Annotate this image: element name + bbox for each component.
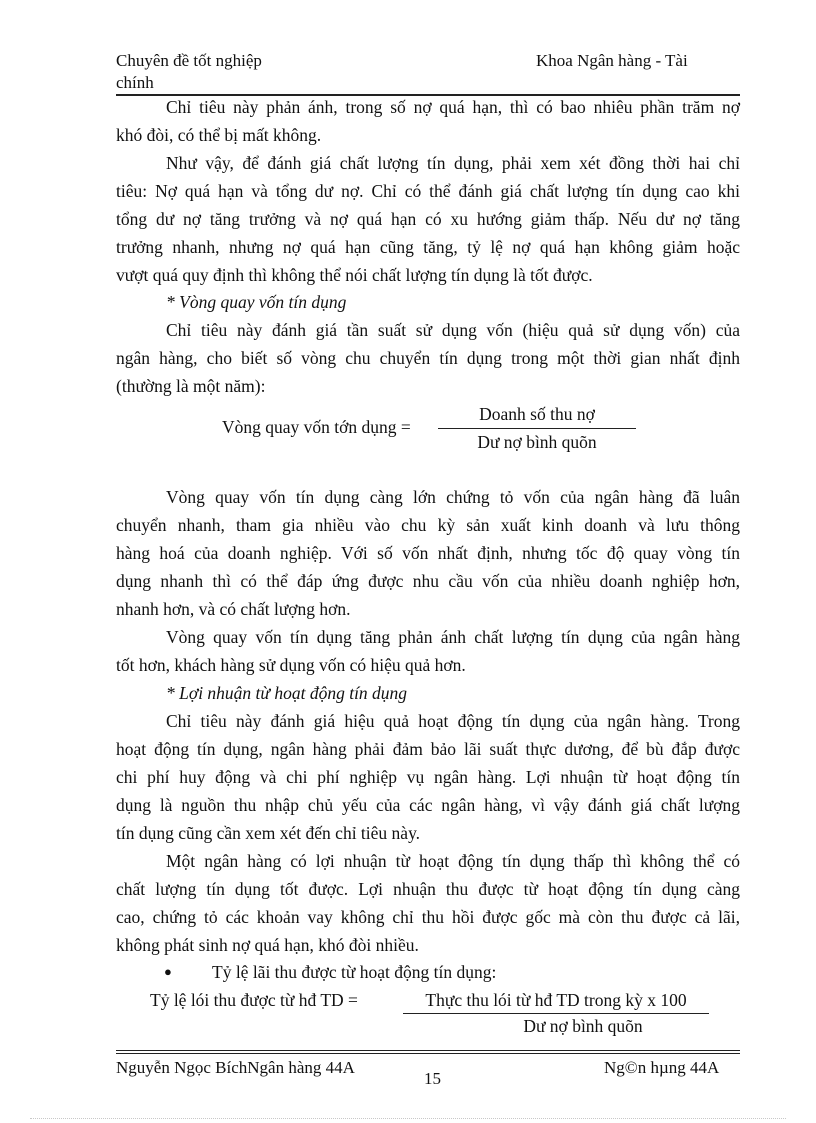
p4-line-5: nhanh hơn, và có chất lượng hơn. [116,599,351,619]
p4-line-1: Vòng quay vốn tín dụng càng lớn chứng tỏ vốn của ngân hàng đã luân [166,487,740,507]
p3-line-1: Chỉ tiêu này đánh giá tần suất sử dụng vốn (hiệu quả sử dụng vốn) của [166,320,740,340]
p5-line-2: tốt hơn, khách hàng sử dụng vốn có hiệu quả hơn. [116,655,466,675]
p7-line-2: chất lượng tín dụng tốt được. Lợi nhuận thu được từ hoạt động tín dụng càng [116,879,740,899]
p7-line-3: cao, chứng tỏ các khoản vay không chỉ thu hồi được gốc mà còn thu được cả lãi, [116,907,740,927]
heading-vong-quay: * Vòng quay vốn tín dụng [166,292,347,312]
bullet-text: Tỷ lệ lãi thu được từ hoạt động tín dụng: [212,962,497,982]
page-number: 15 [424,1069,441,1088]
page-bottom-dotted-line [30,1118,786,1119]
footer-right: Ng©n hµng 44A [604,1058,720,1077]
p2-line-2: tiêu: Nợ quá hạn và tổng dư nợ. Chỉ có thể đánh giá chất lượng tín dụng cao khi [116,181,740,201]
p3-line-3: (thường là một năm): [116,376,266,396]
p6-line-2: hoạt động tín dụng, ngân hàng phải đảm bảo lãi suất thực dương, để bù đắp được [116,739,740,759]
p2-line-3: tổng dư nợ tăng trưởng và nợ quá hạn có xu hướng giảm thấp. Nếu dư nợ tăng [116,209,740,229]
formula2-lhs: Tỷ lệ lói thu được từ hđ TD = [150,990,358,1010]
header-right: Khoa Ngân hàng - Tài [536,51,688,70]
footer-left: Nguyễn Ngọc BíchNgân hàng 44A [116,1058,355,1077]
formula2-numerator: Thực thu lói từ hđ TD trong kỳ x 100 [425,990,687,1010]
heading-loi-nhuan: * Lợi nhuận từ hoạt động tín dụng [166,683,408,703]
bullet-icon: ● [164,964,172,979]
header-left-line2: chính [116,73,154,92]
formula1-denominator: Dư nợ bình quõn [477,432,597,452]
header-left-line1: Chuyên đề tốt nghiệp [116,51,262,70]
p6-line-3: chi phí huy động và chi phí nghiệp vụ ngân hàng. Lợi nhuận từ hoạt động tín [116,767,740,787]
footer-rule-bottom [116,1053,740,1054]
p2-line-5: vượt quá quy định thì không thể nói chất lượng tín dụng là tốt được. [116,265,593,285]
p1-line-2: khó đòi, có thể bị mất không. [116,125,322,145]
formula1-numerator: Doanh số thu nợ [479,404,595,424]
p4-line-3: hàng hoá của doanh nghiệp. Với số vốn nhất định, nhưng tốc độ quay vòng tín [116,543,740,563]
p4-line-4: dụng nhanh thì có thể đáp ứng được nhu cầu vốn của nhiều doanh nghiệp hơn, [116,571,740,591]
p6-line-1: Chỉ tiêu này đánh giá hiệu quả hoạt động tín dụng của ngân hàng. Trong [166,711,740,731]
p3-line-2: ngân hàng, cho biết số vòng chu chuyển tín dụng trong một thời gian nhất định [116,348,740,368]
p1-line-1: Chỉ tiêu này phản ánh, trong số nợ quá hạn, thì có bao nhiêu phần trăm nợ [166,97,740,117]
p6-line-4: dụng là nguồn thu nhập chủ yếu của các ngân hàng, vì vậy đánh giá chất lượng [116,795,740,815]
formula2-denominator: Dư nợ bình quõn [523,1016,643,1036]
p6-line-5: tín dụng cũng cần xem xét đến chỉ tiêu này. [116,823,421,843]
p2-line-1: Như vậy, để đánh giá chất lượng tín dụng, phải xem xét đồng thời hai chỉ [166,153,740,173]
footer-rule-top [116,1050,740,1051]
formula1-lhs: Vòng quay vốn tớn dụng = [222,417,411,437]
p2-line-4: trưởng nhanh, nhưng nợ quá hạn cũng tăng, tỷ lệ nợ quá hạn không giảm hoặc [116,237,740,257]
p4-line-2: chuyển nhanh, tham gia nhiều vào chu kỳ sản xuất kinh doanh và lưu thông [116,515,740,535]
p7-line-1: Một ngân hàng có lợi nhuận từ hoạt động tín dụng thấp thì không thể có [166,851,740,871]
header-left [116,50,262,94]
p5-line-1: Vòng quay vốn tín dụng tăng phản ánh chất lượng tín dụng của ngân hàng [166,627,740,647]
p7-line-4: không phát sinh nợ quá hạn, khó đòi nhiều. [116,935,419,955]
